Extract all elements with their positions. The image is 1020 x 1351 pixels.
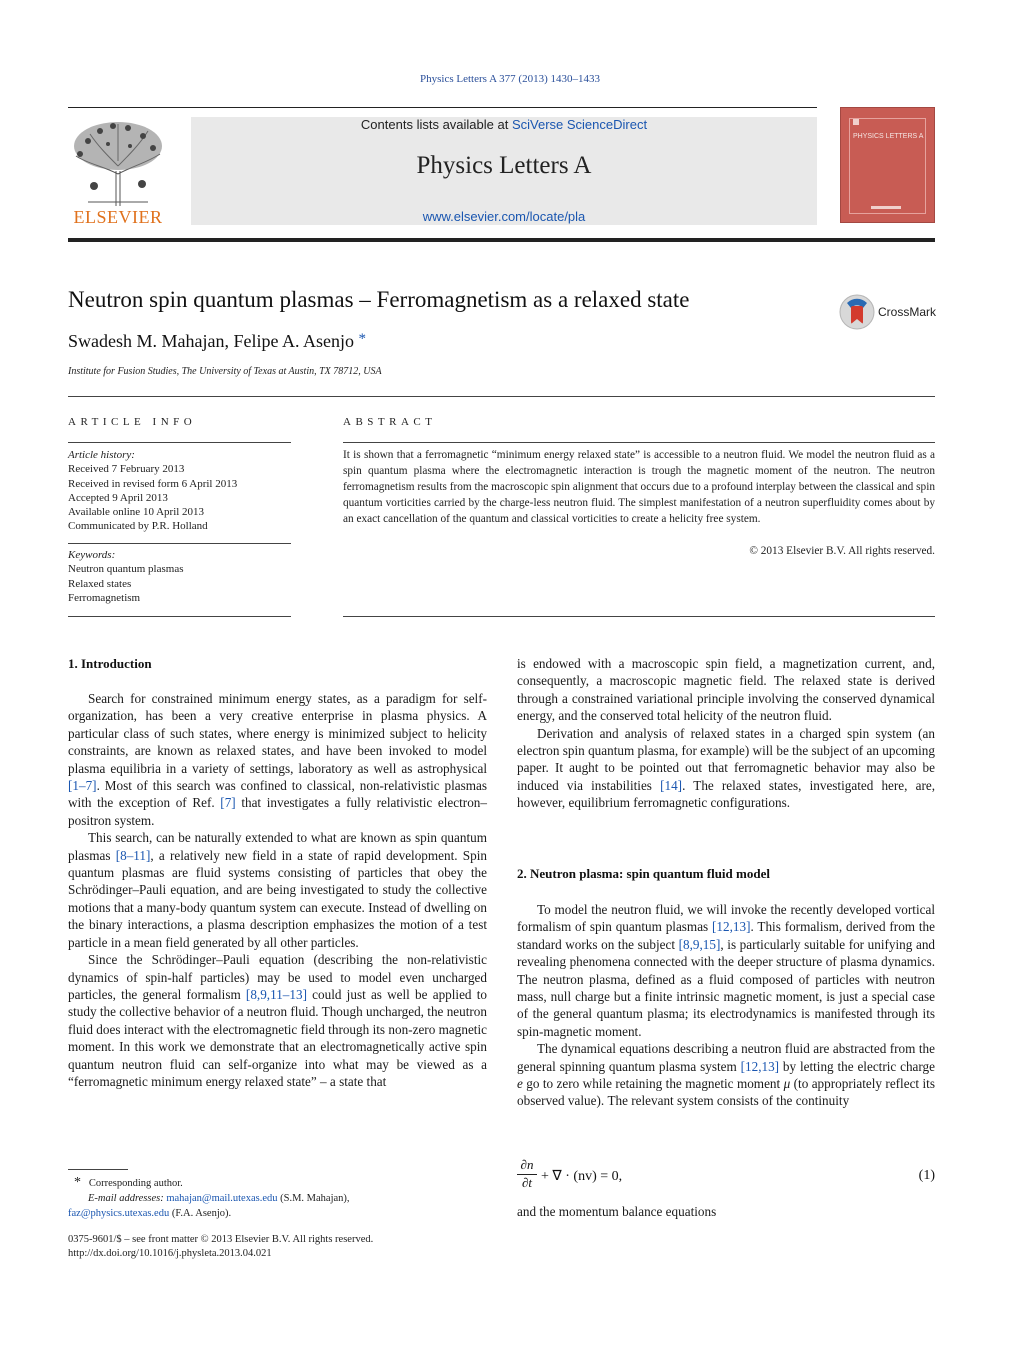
issn-line: 0375-9601/$ – see front matter © 2013 Elsevier B.V. All rights reserved. [68, 1234, 374, 1245]
text-run: (F.A. Asenjo). [169, 1208, 232, 1219]
history-revised: Received in revised form 6 April 2013 [68, 477, 238, 490]
abstract-rule [343, 442, 935, 443]
contents-line [191, 117, 817, 132]
keyword-item: Neutron quantum plasmas [68, 563, 184, 576]
text-run: , is particularly suitable for unifying and revealing phenomena connected with the deeper structure of plasma dynamics. The neutron plasma, defined as a fluid composed of particles with neutron mass, null charge but a finite intrinsic magnetic moment, is just a special case of the general quantum plasma; its electrodynamics is manifested through its spin-magnetic moment. [517, 936, 936, 1039]
intro-paragraph-3 [68, 951, 487, 1090]
article-info-bottom-rule [68, 616, 291, 617]
text-run: , a relatively new field in a state of rapid development. Spin quantum plasmas are fluid systems consisting of particles that obey the Schrödinger–Pauli equation, and are being investigated to study the collective motions that a many-body quantum system can execute. Instead of dwelling on the binary interactions, a plasma description emphasizes the motion of a test particle in a mean field generated by all other particles. [68, 847, 487, 950]
section2-paragraph-1 [517, 901, 935, 1040]
email-label: E-mail addresses: [88, 1193, 164, 1204]
journal-cover [840, 107, 935, 223]
article-history [68, 448, 291, 534]
text-run: Corresponding author. [88, 1178, 183, 1189]
history-communicated: Communicated by P.R. Holland [68, 520, 208, 533]
corresponding-author-mark[interactable]: * [358, 331, 366, 347]
elsevier-wordmark: ELSEVIER [73, 207, 163, 227]
crossmark-icon[interactable] [839, 294, 875, 330]
equation-1-fraction [517, 1157, 537, 1191]
text-run: that investigates a fully relativistic electron–positron system. [68, 795, 487, 828]
reference-link[interactable]: [14] [660, 777, 683, 793]
cover-title: PHYSICS LETTERS A [853, 133, 924, 140]
abstract-copyright: © 2013 Elsevier B.V. All rights reserved. [749, 545, 935, 557]
keywords-label: Keywords: [68, 549, 116, 561]
text-run: . The relaxed states, investigated here, are, however, equilibrium ferromagnetic configurations. [517, 777, 935, 811]
right-paragraph-1: is endowed with a macroscopic spin field, a magnetization current, and, consequently, a macroscopic magnetic field. The relaxed state is derived through a constrained variational principle involving the conserved dynamical energy, and the conserved total helicity of the neutron fluid. [517, 656, 935, 724]
reference-link[interactable]: [12,13] [740, 1058, 780, 1074]
journal-name: Physics Letters A [416, 152, 592, 179]
keyword-item: Ferromagnetism [68, 591, 141, 604]
section-1-heading: 1. Introduction [68, 656, 152, 671]
keywords-rule [68, 543, 291, 544]
text-run: . This formalism, derived from the standard works on the subject [517, 919, 936, 952]
keywords-block [68, 548, 291, 605]
reference-link[interactable]: [8,9,15] [678, 936, 721, 952]
author-list [68, 331, 366, 352]
affiliation: Institute for Fusion Studies, The University of Texas at Austin, TX 78712, USA [68, 366, 382, 377]
abstract-text: It is shown that a ferromagnetic “minimum energy relaxed state” is accessible to a neutron fluid. We model the neutron fluid as a spin quantum plasma where the electromagnetic interaction is trough the magnetic moment of the neutron. The neutron ferromagnetism results from the macroscopic spin alignment that occurs due to a profound interplay between the classical and spin quantum vorticities carried by the charge-less neutron fluid. The simplest manifestation of a neutron superfluidity comes about by an exact cancellation of the quantum and classical vorticities to create a helicity free system. [343, 449, 935, 525]
article-title: Neutron spin quantum plasmas – Ferromagnetism as a relaxed state [68, 287, 690, 312]
symbol-e: e [517, 1076, 523, 1092]
history-accepted: Accepted 9 April 2013 [68, 491, 168, 504]
authors: Swadesh M. Mahajan, Felipe A. Asenjo [68, 331, 354, 351]
equation-1-numerator: ∂n [520, 1157, 534, 1172]
history-online: Available online 10 April 2013 [68, 506, 205, 519]
section-2-heading: 2. Neutron plasma: spin quantum fluid model [517, 866, 770, 881]
header-bottom-rule [68, 238, 935, 242]
intro-paragraph-1 [68, 690, 487, 829]
reference-link[interactable]: [1–7] [68, 778, 97, 794]
elsevier-tree-logo [68, 116, 168, 208]
text-run: Since the Schrödinger–Pauli equation (describing the non-relativistic dynamics of spin-half particles) may be used to model even uncharged particles, the general formalism [68, 952, 487, 1002]
text-run: The dynamical equations describing a neutron fluid are abstracted from the general spinning quantum plasma system [517, 1041, 935, 1074]
crossmark-label[interactable]: CrossMark [878, 305, 937, 319]
equation-1-body: + ∇ · (nv) = 0, [541, 1169, 623, 1184]
article-info-heading: ARTICLE INFO [68, 416, 197, 428]
abstract-heading: ABSTRACT [343, 416, 437, 428]
right-paragraph-2 [517, 725, 935, 812]
doi-link[interactable]: http://dx.doi.org/10.1016/j.physleta.2013.04.021 [68, 1248, 272, 1259]
email-link-mahajan[interactable]: mahajan@mail.utexas.edu [166, 1193, 278, 1204]
cover-emblem [853, 119, 859, 125]
intro-paragraph-2 [68, 829, 487, 951]
right-column-body-top [517, 655, 935, 812]
footnotes [68, 1175, 487, 1221]
equation-1-label: (1) [918, 1168, 935, 1183]
history-label: Article history: [68, 449, 135, 461]
symbol-mu: μ [783, 1076, 791, 1092]
abstract-bottom-rule [343, 616, 935, 617]
footnote-mark: * [74, 1175, 81, 1190]
text-run: by letting the electric charge [779, 1058, 935, 1074]
reference-link[interactable]: [7] [220, 795, 236, 811]
equation-1-denominator: ∂t [517, 1174, 537, 1191]
corresponding-author-note [68, 1175, 487, 1191]
reference-link[interactable]: [8–11] [115, 847, 151, 863]
footnote-rule [68, 1169, 128, 1170]
journal-url-link[interactable]: www.elsevier.com/locate/pla [422, 209, 586, 224]
article-info-rule [68, 442, 291, 443]
text-run: Derivation and analysis of relaxed states in a charged spin system (an electron spin quantum plasma, for example) will be the subject of an upcoming paper. It aught to be pointed out that ferromagnetic behavior may also be induced via instabilities [517, 725, 935, 793]
sciencedirect-link[interactable]: SciVerse ScienceDirect [511, 117, 648, 132]
email-line [68, 1191, 487, 1206]
text-run: This search, can be naturally extended to what are known as spin quantum plasmas [68, 830, 487, 863]
text-run: . Most of this search was confined to classical, non-relativistic plasmas with the exception of Ref. [68, 778, 487, 811]
left-column-body [68, 690, 487, 1090]
cover-bar [871, 206, 901, 209]
journal-citation: Physics Letters A 377 (2013) 1430–1433 [420, 73, 600, 85]
right-column-body-section2 [517, 901, 935, 1110]
text-run: (S.M. Mahajan), [277, 1193, 350, 1204]
email-link-asenjo[interactable]: faz@physics.utexas.edu [68, 1208, 170, 1219]
text-run: could just as well be applied to study the collective behavior of a neutron fluid. Though uncharged, the neutron fluid does interact with the electromagnetic field through its non-zero magnetic moment. In this work we demonstrate that an electromagnetically active spin quantum neutron fluid can self-organize into what may be viewed as a “ferromagnetic minimum energy relaxed state” – a state that [68, 986, 487, 1089]
header-top-rule [68, 107, 817, 108]
meta-top-rule [68, 396, 935, 397]
text-run: go to zero while retaining the magnetic moment [522, 1076, 784, 1092]
text-run: (to appropriately reflect its observed value). The relevant system consists of the continuity [517, 1076, 935, 1109]
text-run: Search for constrained minimum energy states, as a paradigm for self-organization, has been a very creative enterprise in plasma physics. A particular class of such states, where energy is minimized subject to helicity constraints, are known as relaxed states, and have been invoked to model plasma equilibria in a variety of settings, laboratory as well as astrophysical [68, 691, 487, 776]
right-paragraph-momentum: and the momentum balance equations [517, 1204, 717, 1219]
keyword-item: Relaxed states [68, 577, 132, 590]
email-line-2 [68, 1206, 487, 1221]
text-run: To model the neutron fluid, we will invoke the recently developed vortical formalism of spin quantum plasmas [517, 902, 935, 935]
history-received: Received 7 February 2013 [68, 463, 185, 476]
reference-link[interactable]: [8,9,11–13] [245, 986, 307, 1002]
section2-paragraph-2 [517, 1040, 935, 1110]
contents-prefix: Contents lists available at [360, 117, 512, 132]
reference-link[interactable]: [12,13] [712, 919, 751, 935]
